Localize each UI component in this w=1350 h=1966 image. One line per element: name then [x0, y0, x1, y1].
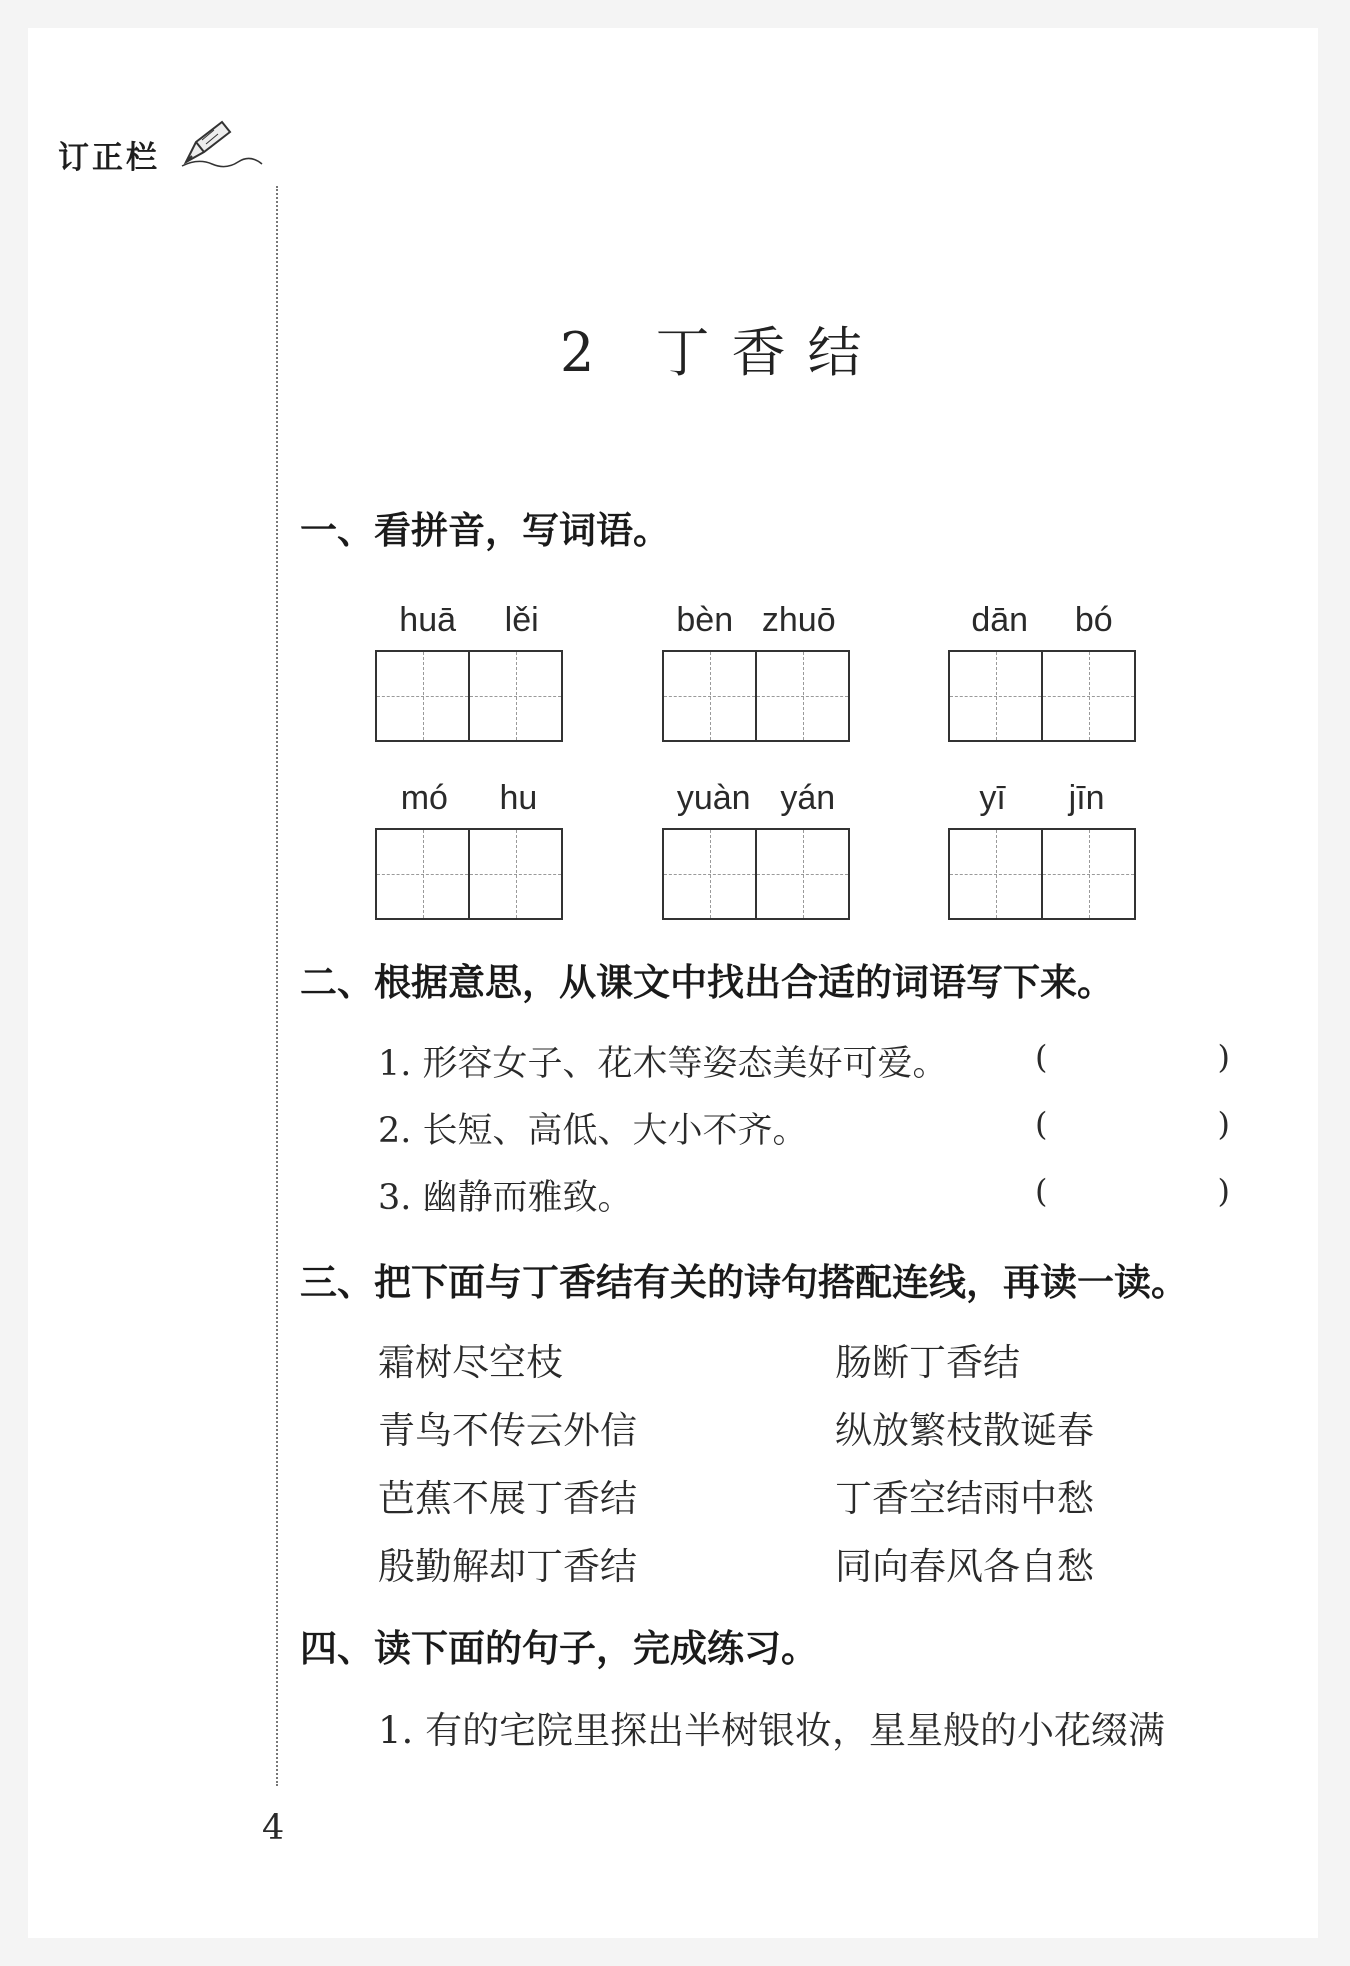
writing-grid[interactable] — [375, 650, 563, 742]
lesson-title: 2 丁香结 — [560, 321, 884, 384]
pinyin-syllable: bèn — [676, 601, 734, 639]
writing-grid[interactable] — [662, 650, 850, 742]
writing-cell[interactable] — [468, 652, 561, 740]
correction-column-label: 订正栏 — [58, 140, 160, 176]
writing-cell[interactable] — [468, 830, 561, 918]
writing-grid[interactable] — [948, 650, 1136, 742]
writing-cell[interactable] — [950, 830, 1041, 918]
pinyin-group-1 — [375, 588, 563, 742]
writing-grid[interactable] — [662, 828, 850, 920]
pinyin-syllable: zhuō — [761, 601, 836, 639]
pinyin-syllable: huā — [399, 601, 457, 639]
paren-open: ( — [1035, 1172, 1048, 1210]
pinyin-syllable: jīn — [1068, 779, 1105, 817]
pinyin-syllable: lěi — [504, 601, 539, 639]
writing-grid[interactable] — [375, 828, 563, 920]
answer-blank[interactable] — [1035, 1172, 1230, 1210]
poem-line-right[interactable]: 肠断丁香结 — [835, 1341, 1020, 1384]
answer-blank[interactable] — [1035, 1038, 1230, 1076]
writing-cell[interactable] — [950, 652, 1041, 740]
writing-cell[interactable] — [755, 652, 848, 740]
pinyin-syllable: hu — [499, 779, 538, 817]
margin-divider — [276, 186, 278, 1786]
pinyin-syllable: yuàn — [676, 779, 751, 817]
pencil-icon — [178, 116, 264, 172]
definition-item: 3. 幽静而雅致。 — [378, 1178, 633, 1218]
paren-close: ) — [1217, 1105, 1230, 1143]
pinyin-group-5 — [662, 766, 850, 920]
pinyin-group-6 — [948, 766, 1136, 920]
writing-cell[interactable] — [664, 830, 755, 918]
paren-close: ) — [1217, 1038, 1230, 1076]
page-number: 4 — [262, 1808, 285, 1848]
section-1-heading: 一、看拼音，写词语。 — [300, 509, 670, 552]
writing-cell[interactable] — [377, 652, 468, 740]
pinyin-group-4 — [375, 766, 563, 920]
pinyin-syllable: bó — [1074, 601, 1113, 639]
paren-close: ) — [1217, 1172, 1230, 1210]
writing-cell[interactable] — [664, 652, 755, 740]
section-2-heading: 二、根据意思，从课文中找出合适的词语写下来。 — [300, 961, 1114, 1004]
poem-line-right[interactable]: 同向春风各自愁 — [835, 1545, 1094, 1588]
pinyin-group-3 — [948, 588, 1136, 742]
poem-line-left[interactable]: 芭蕉不展丁香结 — [378, 1477, 637, 1520]
poem-line-left[interactable]: 青鸟不传云外信 — [378, 1409, 637, 1452]
pinyin-syllable: mó — [400, 779, 448, 817]
definition-item: 1. 形容女子、花木等姿态美好可爱。 — [378, 1044, 948, 1084]
poem-line-left[interactable]: 殷勤解却丁香结 — [378, 1545, 637, 1588]
reading-sentence: 1. 有的宅院里探出半树银妆，星星般的小花缀满 — [378, 1709, 1166, 1752]
writing-cell[interactable] — [377, 830, 468, 918]
poem-line-right[interactable]: 纵放繁枝散诞春 — [835, 1409, 1094, 1452]
section-3-heading: 三、把下面与丁香结有关的诗句搭配连线，再读一读。 — [300, 1261, 1188, 1304]
poem-line-left[interactable]: 霜树尽空枝 — [378, 1341, 563, 1384]
poem-line-right[interactable]: 丁香空结雨中愁 — [835, 1477, 1094, 1520]
paren-open: ( — [1035, 1038, 1048, 1076]
writing-cell[interactable] — [1041, 830, 1134, 918]
pinyin-group-2 — [662, 588, 850, 742]
writing-grid[interactable] — [948, 828, 1136, 920]
section-4-heading: 四、读下面的句子，完成练习。 — [300, 1627, 818, 1670]
writing-cell[interactable] — [1041, 652, 1134, 740]
pinyin-syllable: yī — [979, 779, 1006, 817]
pinyin-syllable: dān — [971, 601, 1029, 639]
answer-blank[interactable] — [1035, 1105, 1230, 1143]
definition-item: 2. 长短、高低、大小不齐。 — [378, 1111, 808, 1151]
pinyin-syllable: yán — [780, 779, 836, 817]
paren-open: ( — [1035, 1105, 1048, 1143]
writing-cell[interactable] — [755, 830, 848, 918]
